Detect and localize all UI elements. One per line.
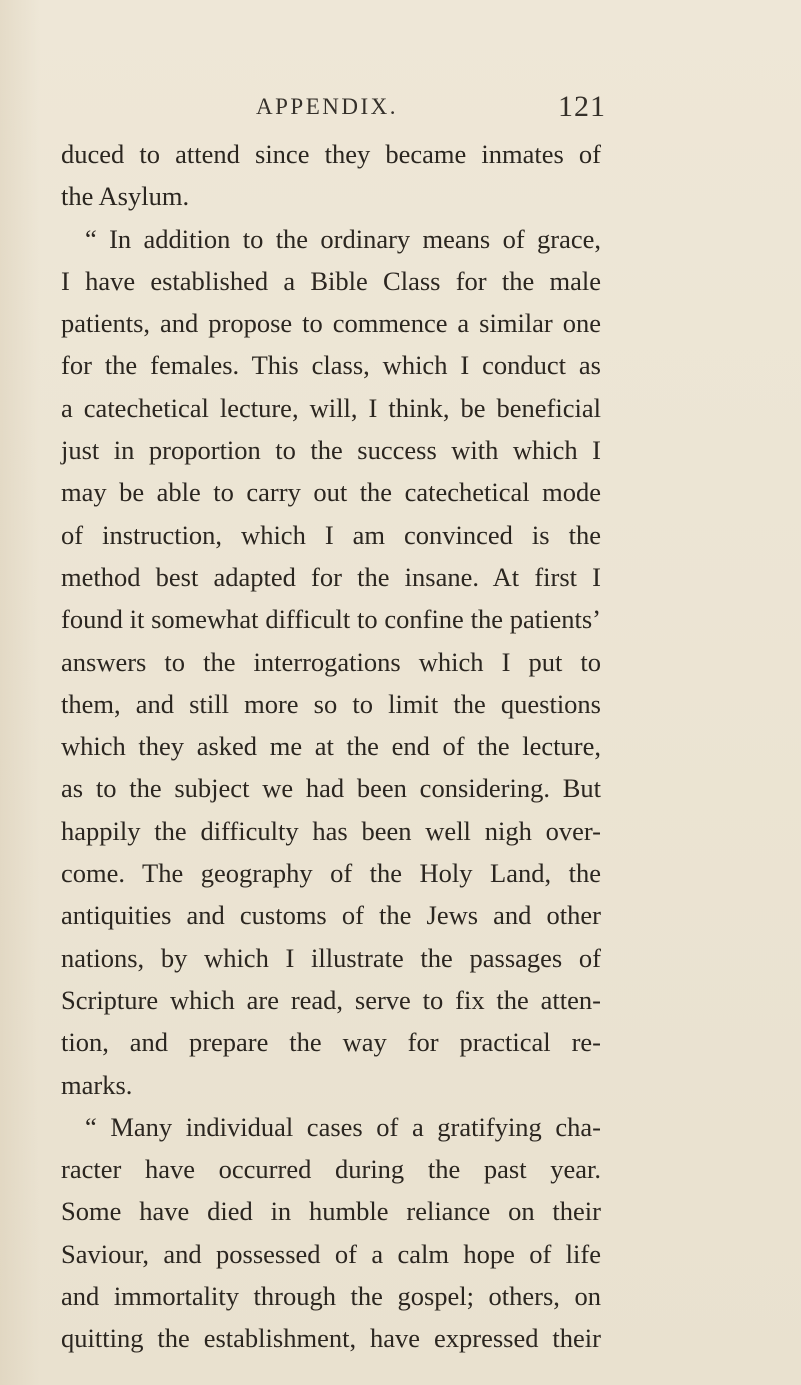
- text-line: may be able to carry out the catechetical mode: [61, 477, 601, 508]
- text-line: Some have died in humble reliance on their: [61, 1196, 601, 1227]
- body-text: [61, 133, 601, 1360]
- text-line: as to the subject we had been considering. But: [61, 773, 601, 804]
- text-line: a catechetical lecture, will, I think, be beneficial: [61, 392, 601, 423]
- text-line: come. The geography of the Holy Land, the: [61, 858, 601, 889]
- text-line: tion, and prepare the way for practical re-: [61, 1027, 601, 1058]
- running-head: APPENDIX.: [256, 94, 398, 119]
- text-line: patients, and propose to commence a similar one: [61, 308, 601, 339]
- text-line: Saviour, and possessed of a calm hope of life: [61, 1238, 601, 1269]
- text-line: just in proportion to the success with which I: [61, 435, 601, 466]
- text-line: the Asylum.: [61, 181, 190, 212]
- text-line: method best adapted for the insane. At first I: [61, 561, 601, 592]
- text-line: marks.: [61, 1069, 133, 1100]
- text-line: nations, by which I illustrate the passages of: [61, 942, 601, 973]
- page-number: 121: [558, 90, 606, 123]
- text-line: answers to the interrogations which I put to: [61, 646, 601, 677]
- text-line: which they asked me at the end of the lecture,: [61, 731, 601, 762]
- text-line: and immortality through the gospel; others, on: [61, 1281, 601, 1312]
- text-line: “ Many individual cases of a gratifying cha-: [85, 1111, 601, 1142]
- text-line: found it somewhat difficult to confine the patients’: [61, 604, 601, 635]
- page-header: [0, 90, 801, 130]
- text-line: Scripture which are read, serve to fix the atten-: [61, 984, 601, 1015]
- text-line: them, and still more so to limit the questions: [61, 688, 601, 719]
- text-line: I have established a Bible Class for the male: [61, 265, 601, 296]
- text-line: of instruction, which I am convinced is the: [61, 519, 601, 550]
- text-line: happily the difficulty has been well nigh over-: [61, 815, 601, 846]
- text-line: racter have occurred during the past year.: [61, 1154, 601, 1185]
- text-line: “ In addition to the ordinary means of grace,: [85, 223, 601, 254]
- text-line: duced to attend since they became inmates of: [61, 139, 601, 169]
- text-line: for the females. This class, which I conduct as: [61, 350, 601, 381]
- text-line: quitting the establishment, have expressed their: [61, 1323, 601, 1354]
- text-line: antiquities and customs of the Jews and other: [61, 900, 601, 931]
